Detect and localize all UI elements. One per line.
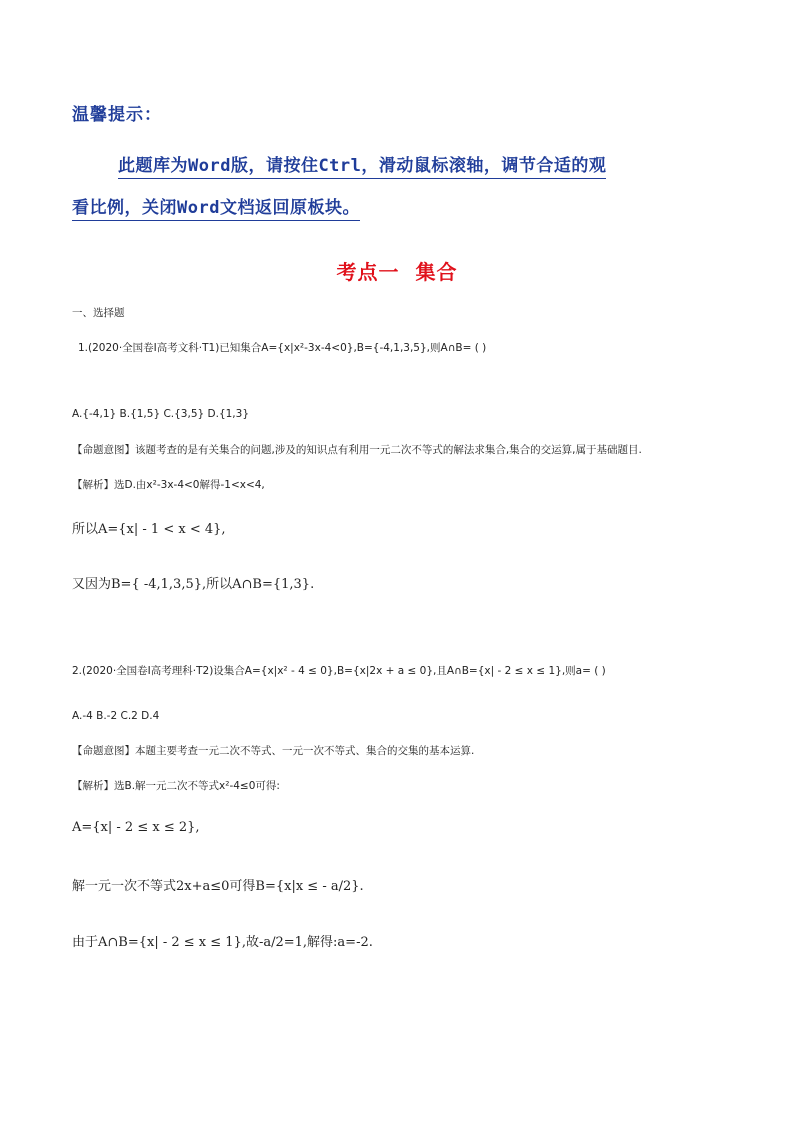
q2-intent: 【命题意图】本题主要考查一元二次不等式、一元一次不等式、集合的交集的基本运算. [72, 745, 475, 757]
q2-step3: 由于A∩B={x| - 2 ≤ x ≤ 1},故-a/2=1,解得:a=-2. [72, 935, 373, 950]
q2-options: A.-4 B.-2 C.2 D.4 [72, 710, 160, 722]
q1-stem: 1.(2020·全国卷Ⅰ高考文科·T1)已知集合A={x|x²-3x-4<0},B={-4,1,3,5},则A∩B= ( ) [78, 342, 487, 354]
q1-analysis: 【解析】选D.由x²-3x-4<0解得-1<x<4, [72, 479, 265, 491]
q1-intent: 【命题意图】该题考查的是有关集合的问题,涉及的知识点有利用一元二次不等式的解法求集合,集合的交运算,属于基础题目. [72, 444, 642, 456]
q2-step1: A={x| - 2 ≤ x ≤ 2}, [72, 820, 200, 835]
tip-title: 温馨提示： [72, 105, 162, 125]
q1-step1: 所以A={x| - 1 < x < 4}, [72, 522, 226, 537]
tip-line-1: 此题库为Word版，请按住Ctrl，滑动鼠标滚轴，调节合适的观 [118, 155, 606, 179]
q1-options: A.{-4,1} B.{1,5} C.{3,5} D.{1,3} [72, 408, 250, 420]
q2-analysis: 【解析】选B.解一元二次不等式x²-4≤0可得: [72, 780, 280, 792]
section-heading: 考点一 集合 [336, 260, 458, 284]
section-label: 一、选择题 [72, 307, 125, 319]
q2-step2: 解一元一次不等式2x+a≤0可得B={x|x ≤ - a/2}. [72, 879, 364, 894]
q1-step2: 又因为B={ -4,1,3,5},所以A∩B={1,3}. [72, 577, 315, 592]
q2-stem: 2.(2020·全国卷Ⅰ高考理科·T2)设集合A={x|x² - 4 ≤ 0},B={x|2x + a ≤ 0},且A∩B={x| - 2 ≤ x ≤ 1},则a= ( ) [72, 665, 606, 677]
tip-line-2: 看比例，关闭Word文档返回原板块。 [72, 197, 360, 221]
